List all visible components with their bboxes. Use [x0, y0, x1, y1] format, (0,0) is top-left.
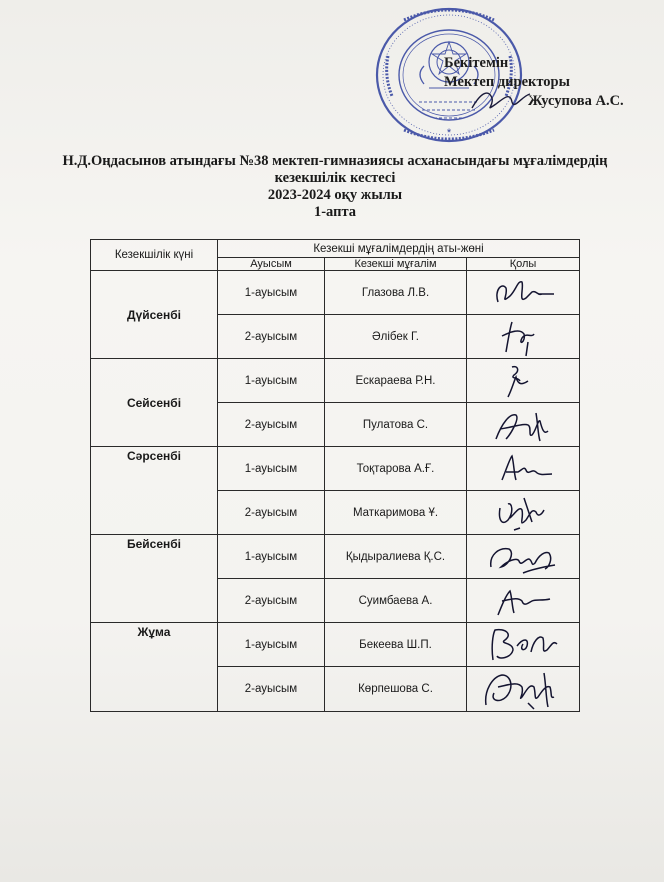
- header-shift: Ауысым: [218, 258, 325, 271]
- approval-line-2: Мектеп директоры: [444, 74, 570, 90]
- teacher-cell: Қыдыралиева Қ.С.: [325, 535, 467, 579]
- signature: [488, 316, 558, 358]
- signature: [478, 667, 568, 711]
- duty-schedule-table: [90, 239, 580, 712]
- teacher-cell: Тоқтарова А.Ғ.: [325, 447, 467, 491]
- teacher-cell: Глазова Л.В.: [325, 271, 467, 315]
- shift-cell: 2-ауысым: [218, 491, 325, 535]
- shift-cell: 1-ауысым: [218, 447, 325, 491]
- signature-cell: [467, 667, 580, 712]
- teacher-cell: Суимбаева А.: [325, 579, 467, 623]
- signature: [488, 361, 558, 401]
- title-line-4: 1-апта: [313, 204, 357, 220]
- day-cell: Сәрсенбі: [91, 447, 218, 535]
- teacher-cell: Көрпешова С.: [325, 667, 467, 712]
- signature: [488, 581, 558, 621]
- header-teacher: Кезекші мұғалім: [325, 258, 467, 271]
- day-cell: Сейсенбі: [91, 359, 218, 447]
- teacher-cell: Ескараева Р.Н.: [325, 359, 467, 403]
- teacher-cell: Әлібек Г.: [325, 315, 467, 359]
- table-row: [91, 359, 580, 403]
- shift-cell: 1-ауысым: [218, 535, 325, 579]
- svg-text:*: *: [446, 127, 452, 139]
- header-group: Кезекші мұғалімдердің аты-жөні: [218, 240, 580, 258]
- header-sign: Қолы: [467, 258, 580, 271]
- signature: [488, 492, 558, 534]
- signature: [483, 537, 563, 577]
- day-cell: Бейсенбі: [91, 535, 218, 623]
- document-title: [40, 153, 630, 221]
- signature-cell: [467, 491, 580, 535]
- signature-cell: [467, 579, 580, 623]
- header-day: Кезекшілік күні: [91, 240, 218, 271]
- shift-cell: 1-ауысым: [218, 623, 325, 667]
- signature-cell: [467, 623, 580, 667]
- day-cell: Жұма: [91, 623, 218, 712]
- title-line-1: Н.Д.Оңдасынов атындағы №38 мектеп-гимназиясы асханасындағы мұғалімдердің: [62, 153, 608, 169]
- day-cell: Дүйсенбі: [91, 271, 218, 359]
- shift-cell: 2-ауысым: [218, 315, 325, 359]
- signature-cell: [467, 403, 580, 447]
- signature: [488, 450, 558, 488]
- table-row: [91, 271, 580, 315]
- approval-line-1: Бекітемін: [444, 55, 509, 71]
- signature-cell: [467, 271, 580, 315]
- shift-cell: 1-ауысым: [218, 359, 325, 403]
- title-line-3: 2023-2024 оқу жылы: [267, 187, 403, 203]
- signature-cell: [467, 447, 580, 491]
- signature-cell: [467, 535, 580, 579]
- signature: [488, 274, 558, 312]
- teacher-cell: Бекеева Ш.П.: [325, 623, 467, 667]
- table-row: [91, 623, 580, 667]
- table-row: [91, 447, 580, 491]
- signature: [488, 405, 558, 445]
- approval-director-name: Жусупова А.С.: [528, 93, 624, 109]
- shift-cell: 2-ауысым: [218, 667, 325, 712]
- table-row: [91, 535, 580, 579]
- signature-cell: [467, 359, 580, 403]
- shift-cell: 1-ауысым: [218, 271, 325, 315]
- shift-cell: 2-ауысым: [218, 403, 325, 447]
- signature-cell: [467, 315, 580, 359]
- shift-cell: 2-ауысым: [218, 579, 325, 623]
- header-row-1: [91, 240, 580, 258]
- teacher-cell: Маткаримова Ұ.: [325, 491, 467, 535]
- teacher-cell: Пулатова С.: [325, 403, 467, 447]
- title-line-2: кезекшілік кестесі: [274, 170, 396, 186]
- signature: [483, 624, 563, 666]
- director-signature: [466, 84, 536, 118]
